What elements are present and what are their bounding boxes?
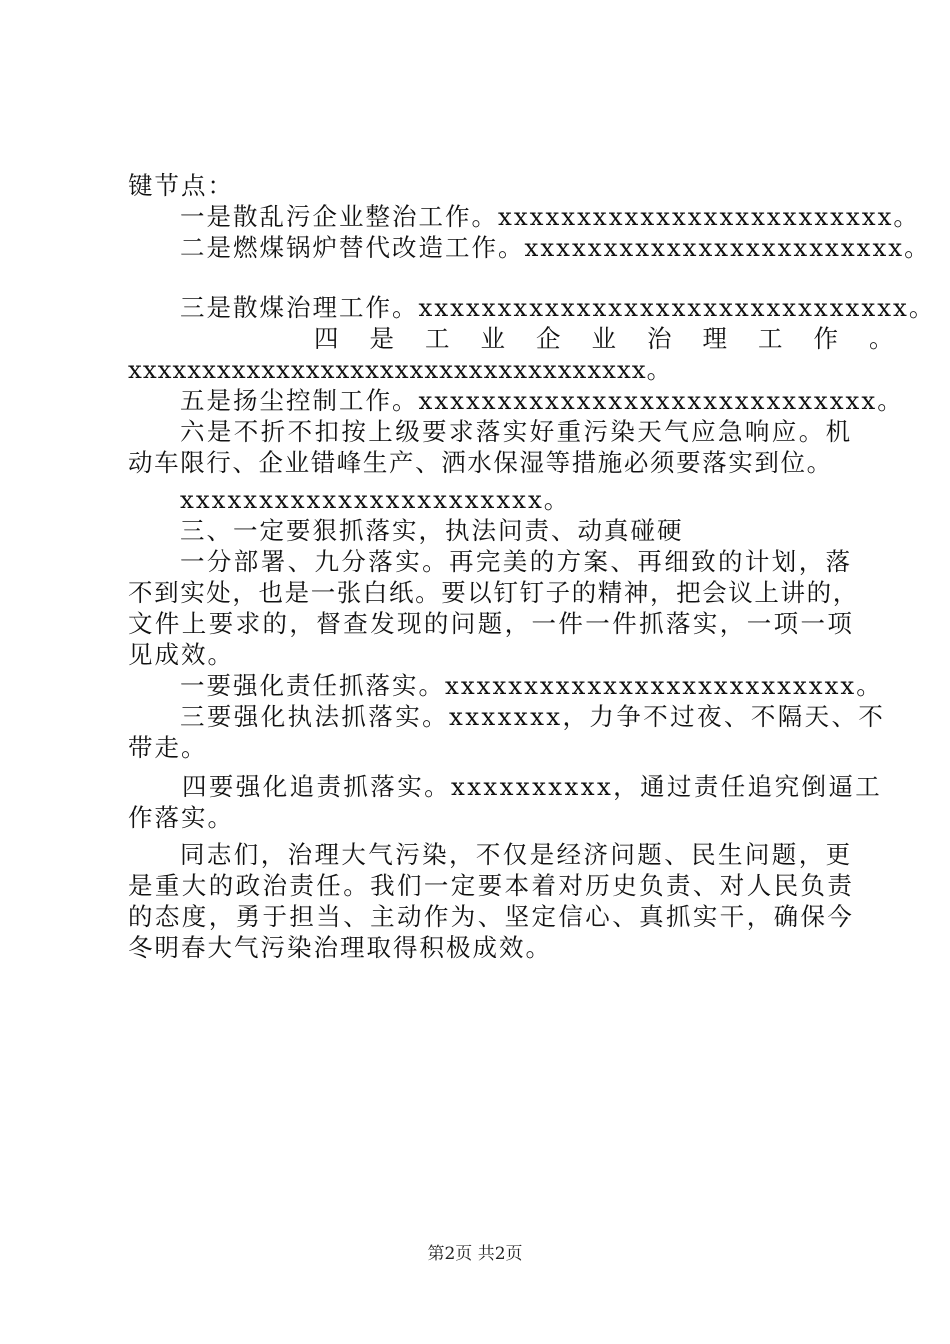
text-line: 二是燃煤锅炉替代改造工作。xxxxxxxxxxxxxxxxxxxxxxxx。 xyxy=(180,233,931,262)
text-line: 带走。 xyxy=(128,733,208,762)
text-line: 一要强化责任抓落实。xxxxxxxxxxxxxxxxxxxxxxxxxx。 xyxy=(180,671,883,700)
text-line: 六是不折不扣按上级要求落实好重污染天气应急响应。机 xyxy=(180,417,853,446)
text-line: 四要强化追责抓落实。xxxxxxxxxx，通过责任追究倒逼工 xyxy=(182,772,883,801)
text-line: 动车限行、企业错峰生产、洒水保湿等措施必须要落实到位。 xyxy=(128,448,833,477)
text-line: 一是散乱污企业整治工作。xxxxxxxxxxxxxxxxxxxxxxxxx。 xyxy=(180,202,920,231)
text-line: 文件上要求的，督查发现的问题，一件一件抓落实，一项一项 xyxy=(128,609,855,638)
text-line: 五是扬尘控制工作。xxxxxxxxxxxxxxxxxxxxxxxxxxxxx。 xyxy=(180,386,904,415)
text-line: 同志们，治理大气污染，不仅是经济问题、民生问题，更 xyxy=(180,840,853,869)
text-line: 的态度，勇于担当、主动作为、坚定信心、真抓实干，确保今 xyxy=(128,902,855,931)
text-line: 见成效。 xyxy=(128,640,234,669)
section-heading: 三、一定要狠抓落实，执法问责、动真碰硬 xyxy=(180,516,684,545)
text-line: xxxxxxxxxxxxxxxxxxxxxxx。 xyxy=(180,485,571,514)
text-line: 三要强化执法抓落实。xxxxxxx，力争不过夜、不隔天、不 xyxy=(180,702,886,731)
text-line: 作落实。 xyxy=(128,803,234,832)
text-line: 四是工业企业治理工作。 xyxy=(314,324,925,353)
text-line: 冬明春大气污染治理取得积极成效。 xyxy=(128,933,552,962)
text-line: 键节点： xyxy=(128,171,234,200)
document-body xyxy=(128,170,936,963)
text-line: 是重大的政治责任。我们一定要本着对历史负责、对人民负责 xyxy=(128,871,855,900)
text-line: xxxxxxxxxxxxxxxxxxxxxxxxxxxxxxxxxxx。 xyxy=(128,355,673,384)
page-number-footer: 第2页 共2页 xyxy=(427,1244,523,1264)
text-line: 三是散煤治理工作。xxxxxxxxxxxxxxxxxxxxxxxxxxxxxxx。 xyxy=(180,293,936,322)
text-line: 一分部署、九分落实。再完美的方案、再细致的计划，落 xyxy=(180,547,853,576)
text-line: 不到实处，也是一张白纸。要以钉钉子的精神，把会议上讲的， xyxy=(128,578,859,607)
